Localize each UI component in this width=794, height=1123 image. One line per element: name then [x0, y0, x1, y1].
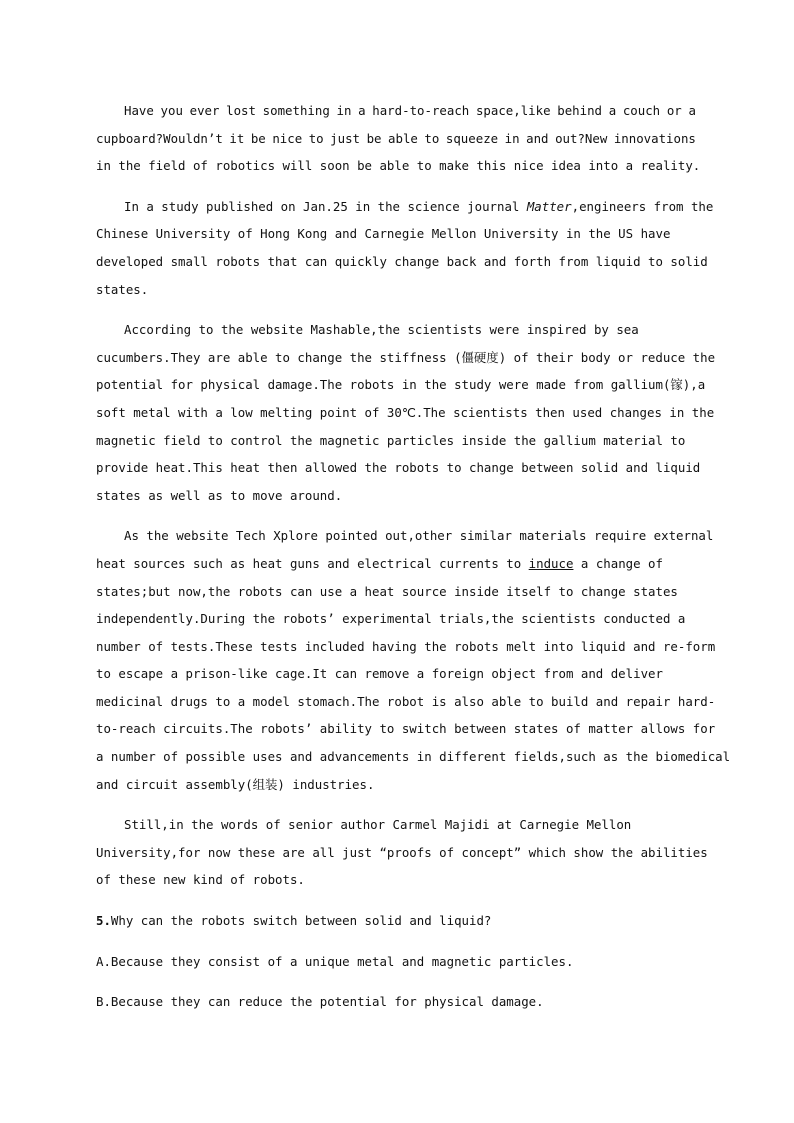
word: just — [330, 130, 361, 146]
paragraph-line: medicinal drugs to a model stomach.The robot is also able to build and repair hard- — [96, 693, 716, 709]
word: innovations — [613, 130, 696, 146]
word: or — [666, 103, 682, 118]
word: nice — [272, 130, 303, 146]
word: to — [424, 130, 440, 146]
word: something — [262, 103, 330, 118]
paragraph-2 — [96, 193, 714, 303]
paragraph-line: states;but now,the robots can use a heat source inside itself to change states — [96, 583, 678, 599]
paragraph-line: of these new kind of robots. — [96, 872, 305, 888]
paragraph-line: a number of possible uses and advancements in different fields,such as the biomedical — [96, 749, 731, 765]
journal-name: Matter — [526, 198, 572, 214]
paragraph-line: provide heat.This heat then allowed the robots to change between solid and liquid — [96, 460, 701, 476]
underlined-word: induce — [528, 555, 574, 571]
word: Have — [124, 103, 154, 118]
paragraph-1 — [96, 97, 701, 180]
question-number: 5. — [96, 913, 111, 929]
question-5 — [96, 907, 696, 935]
word: a — [688, 103, 696, 118]
paragraph-line: number of tests.These tests included having the robots melt into liquid and re-form — [96, 638, 716, 654]
word: space,like — [475, 103, 551, 118]
paragraph-line: soft metal with a low melting point of 30℃.The scientists then used changes in the — [96, 404, 715, 420]
paragraph-line: magnetic field to control the magnetic particles inside the gallium material to — [96, 432, 686, 448]
text-fragment: heat sources such as heat guns and electrical currents to — [96, 555, 529, 571]
option-b — [96, 988, 696, 1016]
paragraph-line: and circuit assembly(组装) industries. — [96, 776, 375, 792]
paragraph-line: in the field of robotics will soon be able to make this nice idea into a reality. — [96, 158, 701, 174]
option-text: A.Because they consist of a unique metal and magnetic particles. — [96, 953, 574, 969]
word: it — [229, 130, 245, 146]
paragraph-line — [96, 125, 696, 153]
word: a — [358, 103, 366, 118]
paragraph-line: cucumbers.They are able to change the stiffness (僵硬度) of their body or reduce the — [96, 349, 716, 365]
text-fragment: In a study published on Jan.25 in the science journal — [124, 198, 527, 214]
paragraph-line — [96, 97, 696, 125]
word: be — [366, 130, 382, 146]
word: to — [308, 130, 324, 146]
word: be — [250, 130, 266, 146]
paragraph-3 — [96, 316, 716, 509]
word: out?New — [555, 130, 608, 146]
question-text: Why can the robots switch between solid and liquid? — [110, 913, 492, 929]
paragraph-line: University,for now these are all just “proofs of concept” which show the abilities — [96, 844, 708, 860]
word: squeeze — [445, 130, 499, 146]
word: hard-to-reach — [372, 103, 470, 118]
paragraph-line: states. — [96, 281, 149, 297]
word: you — [160, 103, 183, 118]
paragraph-line — [96, 550, 696, 578]
paragraph-line: developed small robots that can quickly change back and forth from liquid to solid — [96, 253, 708, 269]
paragraph-4 — [96, 522, 731, 798]
paragraph-line: to-reach circuits.The robots’ ability to switch between states of matter allows for — [96, 721, 716, 737]
paragraph-line: Chinese University of Hong Kong and Carnegie Mellon University in the US have — [96, 226, 671, 242]
paragraph-line: to escape a prison-like cage.It can remove a foreign object from and deliver — [96, 666, 663, 682]
option-text: B.Because they can reduce the potential for physical damage. — [96, 994, 544, 1010]
option-a — [96, 948, 696, 976]
paragraph-5 — [96, 811, 708, 894]
word: able — [388, 130, 418, 146]
word: in — [336, 103, 352, 118]
question-stem — [96, 907, 696, 935]
word: a — [608, 103, 617, 118]
word: couch — [622, 103, 661, 118]
document-page — [96, 97, 731, 1029]
word: cupboard?Wouldn’t — [96, 130, 223, 146]
word: ever — [189, 103, 220, 118]
word: behind — [557, 103, 602, 118]
word: lost — [226, 103, 256, 118]
word: in — [504, 130, 520, 146]
paragraph-line: Still,in the words of senior author Carmel Majidi at Carnegie Mellon — [124, 817, 632, 833]
paragraph-line: According to the website Mashable,the scientists were inspired by sea — [124, 322, 639, 338]
paragraph-line: states as well as to move around. — [96, 487, 343, 503]
paragraph-line — [96, 193, 714, 221]
word: and — [526, 130, 549, 146]
paragraph-line: potential for physical damage.The robots in the study were made from gallium(镓),a — [96, 377, 706, 393]
paragraph-line: As the website Tech Xplore pointed out,other similar materials require external — [124, 528, 714, 544]
text-fragment: ,engineers from the — [571, 198, 714, 214]
paragraph-line: independently.During the robots’ experimental trials,the scientists conducted a — [96, 611, 686, 627]
text-fragment: a change of — [573, 555, 663, 571]
